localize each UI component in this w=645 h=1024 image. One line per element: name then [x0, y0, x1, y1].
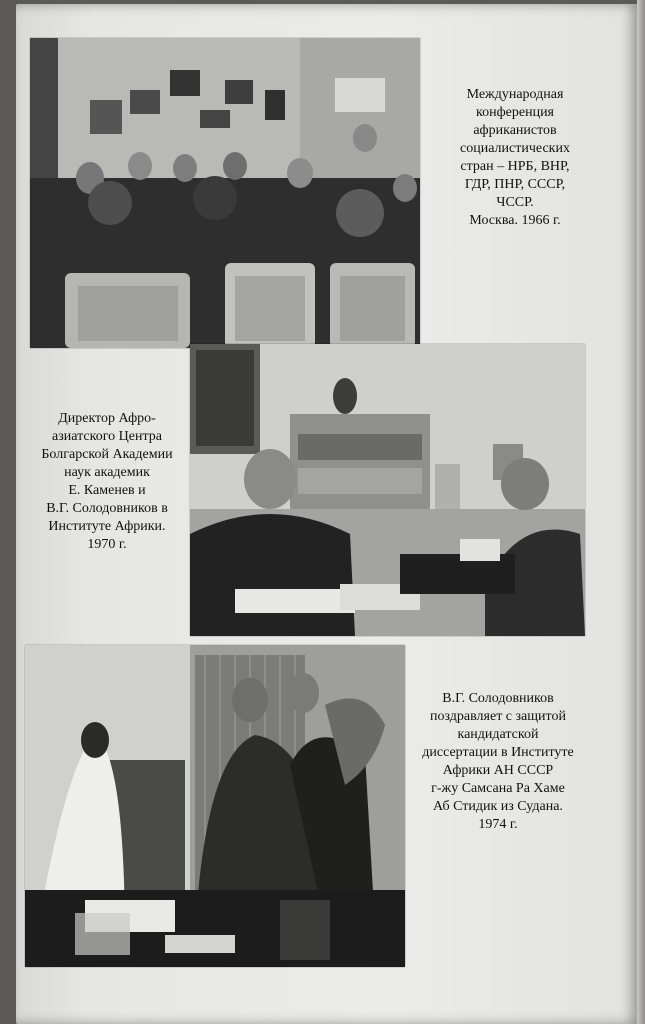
caption-line: азиатского Центра	[52, 429, 162, 444]
caption-line: 1974 г.	[478, 817, 518, 832]
caption-line: Аб Стидик из Судана.	[433, 799, 563, 814]
caption-line: диссертации в Институте	[422, 745, 574, 760]
caption-line: ГДР, ПНР, СССР,	[464, 177, 566, 192]
caption-line: африканистов	[473, 123, 557, 138]
caption-line: Африки АН СССР	[442, 763, 554, 778]
caption-conference-1966	[425, 86, 605, 230]
caption-line: ЧССР.	[496, 195, 534, 210]
photo-conference-1966	[30, 38, 420, 348]
caption-line: стран – НРБ, ВНР,	[460, 159, 570, 174]
caption-institute-1970	[26, 410, 188, 554]
caption-line: г-жу Самсана Ра Хаме	[431, 781, 565, 796]
caption-line: Болгарской Академии	[41, 447, 173, 462]
caption-line: наук академик	[64, 465, 150, 480]
caption-line: конференция	[476, 105, 554, 120]
caption-line: Е. Каменев и	[68, 483, 146, 498]
caption-line: Международная	[466, 87, 564, 102]
caption-line: социалистических	[460, 141, 570, 156]
caption-line: Директор Афро-	[58, 411, 156, 426]
photo-institute-1970	[190, 344, 585, 636]
caption-line: В.Г. Солодовников в	[46, 501, 168, 516]
caption-line: В.Г. Солодовников	[442, 691, 554, 706]
caption-line: Институте Африки.	[48, 519, 166, 534]
photo-dissertation-1974	[25, 645, 405, 967]
page-edge	[637, 0, 645, 1024]
caption-line: 1970 г.	[87, 537, 127, 552]
caption-dissertation-1974	[400, 690, 596, 834]
caption-line: Москва. 1966 г.	[469, 213, 561, 228]
caption-line: поздравляет с защитой	[430, 709, 566, 724]
caption-line: кандидатской	[457, 727, 539, 742]
